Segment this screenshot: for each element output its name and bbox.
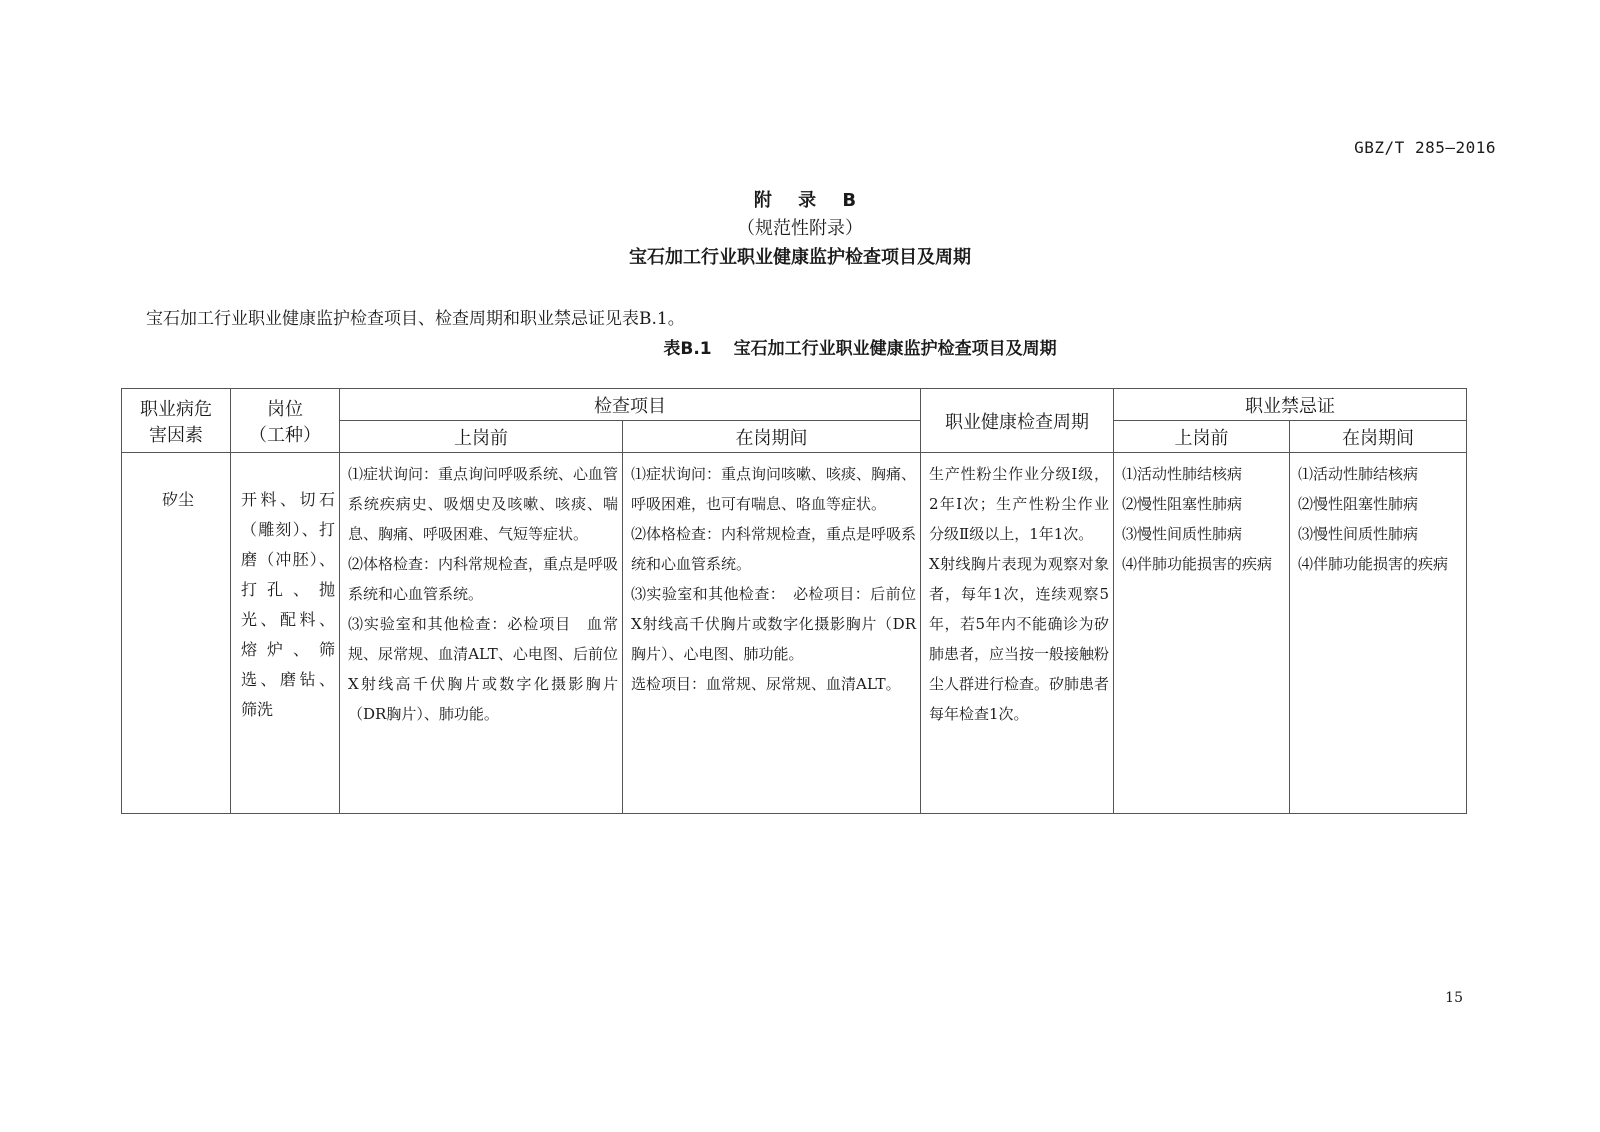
contra-pre-job-item: ⑷伴肺功能损害的疾病	[1122, 555, 1273, 573]
table-caption-number: 表B.1	[663, 339, 712, 359]
on-job-item: ⑴症状询问：重点询问咳嗽、咳痰、胸痛、呼吸困难，也可有喘息、咯血等症状。	[631, 465, 917, 513]
header-contra-on-job: 在岗期间	[1290, 421, 1467, 453]
contra-pre-job-item: ⑵慢性阻塞性肺病	[1122, 495, 1243, 513]
header-contraindications: 职业禁忌证	[1114, 389, 1467, 421]
table-caption	[0, 334, 1600, 359]
header-check-items: 检查项目	[340, 389, 921, 421]
appendix-title: 宝石加工行业职业健康监护检查项目及周期	[629, 247, 971, 268]
health-check-table	[121, 388, 1467, 814]
cycle-item: X射线胸片表现为观察对象者，每年1次，连续观察5年，若5年内不能确诊为矽肺患者，应当按一般接触粉尘人群进行检查。矽肺患者每年检查1次。	[929, 555, 1110, 723]
table-caption-title: 宝石加工行业职业健康监护检查项目及周期	[733, 339, 1057, 359]
cell-contra-pre-job	[1114, 453, 1290, 814]
cell-pre-job-items	[340, 453, 623, 814]
contra-on-job-item: ⑴活动性肺结核病	[1298, 465, 1419, 483]
appendix-type: （规范性附录）	[737, 218, 863, 239]
appendix-label: 附 录 B	[753, 190, 867, 211]
header-post: 岗位 （工种）	[231, 389, 340, 453]
cell-hazard: 矽尘	[122, 453, 231, 814]
contra-pre-job-item: ⑴活动性肺结核病	[1122, 465, 1243, 483]
header-on-job: 在岗期间	[623, 421, 921, 453]
document-code: GBZ/T 285—2016	[1354, 138, 1496, 157]
on-job-item: 选检项目：血常规、尿常规、血清ALT。	[631, 675, 901, 693]
cycle-item: 生产性粉尘作业分级Ⅰ级，2年Ⅰ次；生产性粉尘作业分级Ⅱ级以上，1年1次。	[929, 465, 1109, 543]
pre-job-item: ⑵体格检查：内科常规检查，重点是呼吸系统和心血管系统。	[348, 555, 619, 603]
cell-post: 开料、切石（雕刻）、打磨（冲胚）、打孔、抛光、配料、熔炉、筛选、磨钻、筛洗	[231, 453, 340, 814]
cell-contra-on-job	[1290, 453, 1467, 814]
header-hazard: 职业病危 害因素	[122, 389, 231, 453]
cell-cycle	[921, 453, 1114, 814]
header-cycle: 职业健康检查周期	[921, 389, 1114, 453]
on-job-item: ⑶实验室和其他检查： 必检项目：后前位X射线高千伏胸片或数字化摄影胸片（DR胸片）、心电图、肺功能。	[631, 585, 916, 663]
contra-pre-job-item: ⑶慢性间质性肺病	[1122, 525, 1243, 543]
page-number: 15	[1445, 990, 1463, 1006]
contra-on-job-item: ⑵慢性阻塞性肺病	[1298, 495, 1419, 513]
header-pre-job: 上岗前	[340, 421, 623, 453]
contra-on-job-item: ⑶慢性间质性肺病	[1298, 525, 1419, 543]
table-row	[122, 453, 1467, 814]
pre-job-item: ⑶实验室和其他检查：必检项目 血常规、尿常规、血清ALT、心电图、后前位X射线高千伏胸片或数字化摄影胸片（DR胸片）、肺功能。	[348, 615, 618, 723]
cell-on-job-items	[623, 453, 921, 814]
pre-job-item: ⑴症状询问：重点询问呼吸系统、心血管系统疾病史、吸烟史及咳嗽、咳痰、喘息、胸痛、呼吸困难、气短等症状。	[348, 465, 619, 543]
intro-paragraph: 宝石加工行业职业健康监护检查项目、检查周期和职业禁忌证见表B.1。	[146, 309, 685, 329]
on-job-item: ⑵体格检查：内科常规检查，重点是呼吸系统和心血管系统。	[631, 525, 917, 573]
header-contra-pre-job: 上岗前	[1114, 421, 1290, 453]
contra-on-job-item: ⑷伴肺功能损害的疾病	[1298, 555, 1449, 573]
